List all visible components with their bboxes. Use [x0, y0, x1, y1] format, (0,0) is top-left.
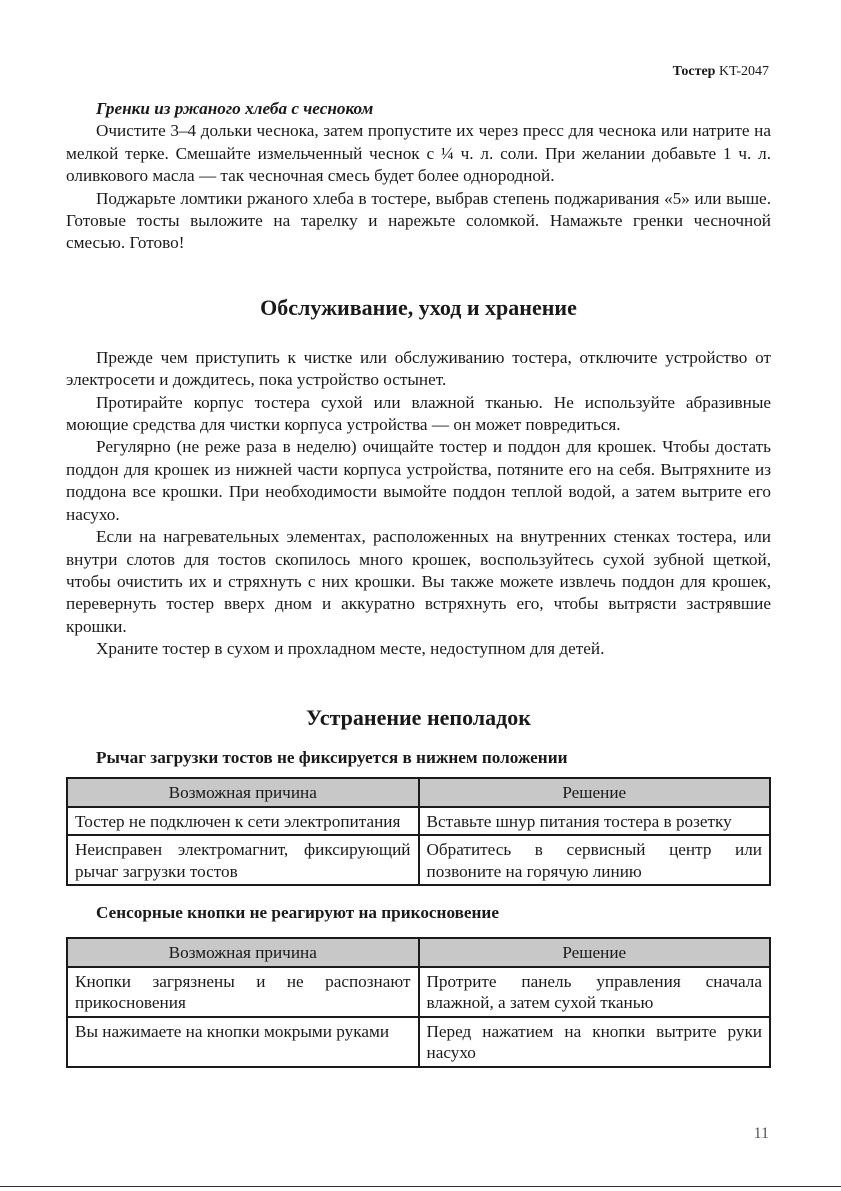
cause-cell: Кнопки загрязнены и не распознают прикосновения	[67, 967, 419, 1017]
care-paragraph: Регулярно (не реже раза в неделю) очищайте тостер и поддон для крошек. Чтобы достать поддон для крошек из нижней части корпуса устройства, потяните его на себя. Вытряхните из поддона все крошки. При необходимости вымойте поддон теплой водой, а затем вытрите его насухо.	[66, 437, 771, 524]
solution-cell: Вставьте шнур питания тостера в розетку	[419, 807, 771, 836]
column-header-cause: Возможная причина	[67, 938, 419, 967]
table-header-row	[67, 938, 770, 967]
column-header-solution: Решение	[419, 778, 771, 807]
recipe-paragraph: Поджарьте ломтики ржаного хлеба в тостере, выбрав степень поджаривания «5» или выше. Готовые тосты выложите на тарелку и нарежьте соломкой. Намажьте гренки чесночной смесью. Готово!	[66, 188, 771, 253]
cause-cell: Вы нажимаете на кнопки мокрыми руками	[67, 1017, 419, 1067]
problem-title: Рычаг загрузки тостов не фиксируется в нижнем положении	[96, 747, 568, 767]
header-model: KT-2047	[718, 64, 769, 79]
care-paragraph: Прежде чем приступить к чистке или обслуживанию тостера, отключите устройство от электросети и дождитесь, пока устройство остынет.	[66, 347, 771, 390]
header-product: Тостер	[672, 64, 716, 79]
care-paragraph: Протирайте корпус тостера сухой или влажной тканью. Не используйте абразивные моющие средства для чистки корпуса устройства — он может повредиться.	[66, 392, 771, 435]
table-row	[67, 807, 770, 836]
page-number: 11	[753, 1125, 769, 1142]
table-row	[67, 967, 770, 1017]
cause-cell: Неисправен электромагнит, фиксирующий рычаг загрузки тостов	[67, 835, 419, 885]
troubleshooting-table	[66, 937, 771, 1068]
running-header	[673, 64, 769, 80]
care-section-title: Обслуживание, уход и хранение	[260, 294, 577, 320]
solution-cell: Обратитесь в сервисный центр или позвоните на горячую линию	[419, 835, 771, 885]
solution-cell: Протрите панель управления сначала влажной, а затем сухой тканью	[419, 967, 771, 1017]
column-header-cause: Возможная причина	[67, 778, 419, 807]
cause-cell: Тостер не подключен к сети электропитания	[67, 807, 419, 836]
recipe-paragraph: Очистите 3–4 дольки чеснока, затем пропустите их через пресс для чеснока или натрите на мелкой терке. Смешайте измельченный чеснок с ¼ ч. л. соли. При желании добавьте 1 ч. л. оливкового масла — так чесночная смесь будет более однородной.	[66, 121, 771, 186]
problem-title: Сенсорные кнопки не реагируют на прикосновение	[96, 903, 499, 923]
table-row	[67, 835, 770, 885]
page-content	[66, 98, 771, 1068]
table-row	[67, 1017, 770, 1067]
care-paragraph: Если на нагревательных элементах, расположенных на внутренних стенках тостера, или внутри слотов для тостов скопилось много крошек, воспользуйтесь сухой зубной щеткой, чтобы очистить их и стряхнуть с них крошки. Вы также можете извлечь поддон для крошек, перевернуть тостер вверх дном и аккуратно встряхнуть его, чтобы вытрясти застрявшие крошки.	[66, 527, 771, 636]
column-header-solution: Решение	[419, 938, 771, 967]
page-bottom-rule	[0, 1186, 841, 1187]
troubleshooting-section-title: Устранение неполадок	[306, 704, 531, 730]
solution-cell: Перед нажатием на кнопки вытрите руки насухо	[419, 1017, 771, 1067]
care-paragraph: Храните тостер в сухом и прохладном месте, недоступном для детей.	[96, 639, 605, 659]
table-header-row	[67, 778, 770, 807]
recipe-title: Гренки из ржаного хлеба с чесноком	[96, 99, 374, 118]
troubleshooting-table	[66, 777, 771, 887]
